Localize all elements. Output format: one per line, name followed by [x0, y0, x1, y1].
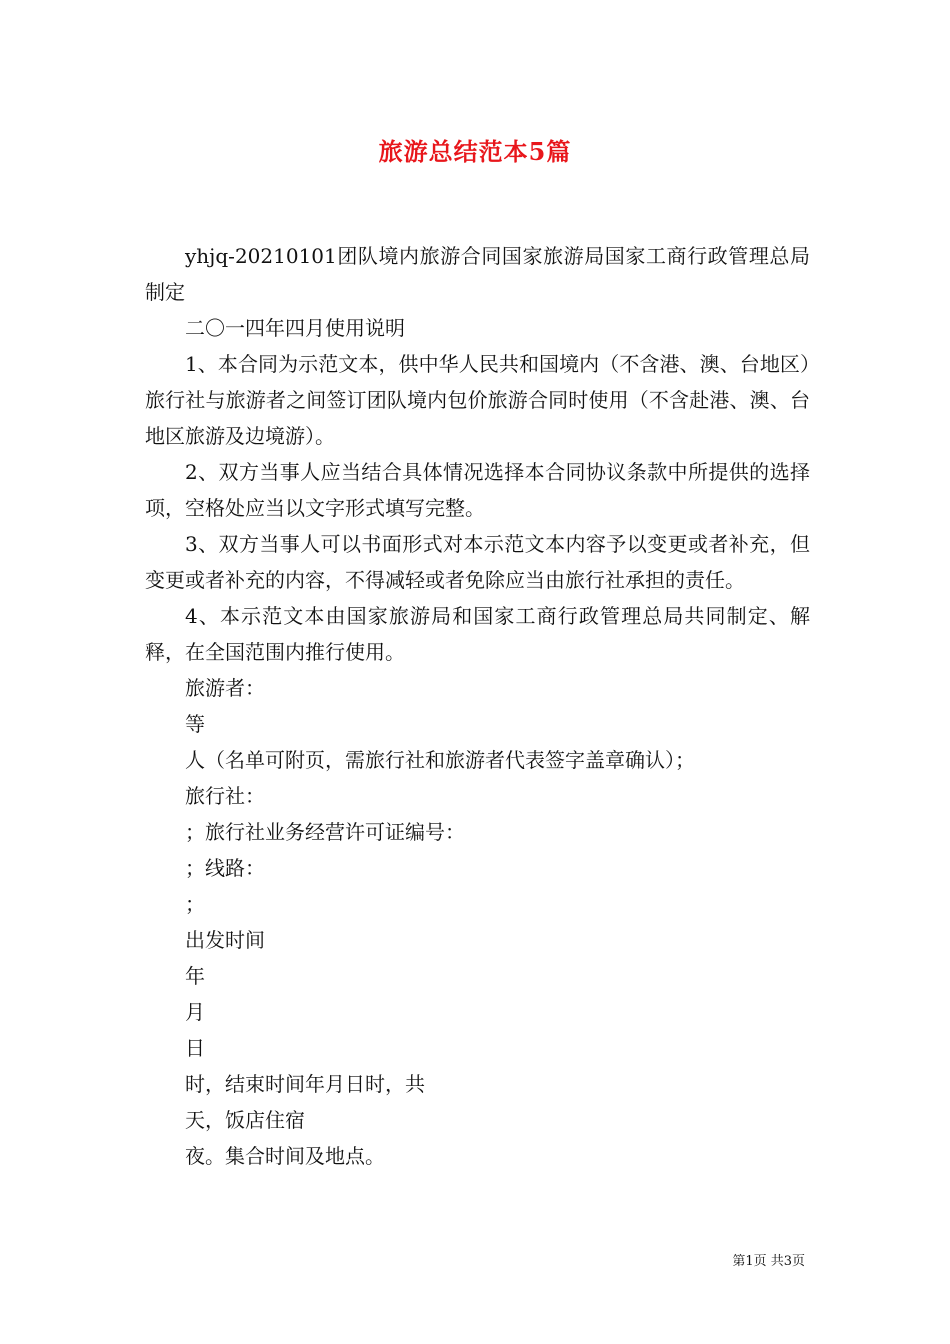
paragraph-item-2: 2、双方当事人应当结合具体情况选择本合同协议条款中所提供的选择项，空格处应当以文字形式填写完整。: [145, 460, 810, 520]
form-line-etc: 等: [185, 712, 205, 736]
form-line-assembly: 夜。集合时间及地点。: [185, 1144, 385, 1168]
paragraph-header: yhjq-20210101团队境内旅游合同国家旅游局国家工商行政管理总局制定: [145, 244, 810, 304]
document-title: 旅游总结范本5篇: [378, 137, 572, 166]
form-line-route: ；线路：: [185, 856, 265, 880]
paragraph-item-3: 3、双方当事人可以书面形式对本示范文本内容予以变更或者补充，但变更或者补充的内容，不得减轻或者免除应当由旅行社承担的责任。: [145, 532, 810, 592]
form-line-persons: 人（名单可附页，需旅行社和旅游者代表签字盖章确认）；: [185, 748, 695, 772]
document-body: [145, 238, 810, 1174]
form-line-month: 月: [185, 1000, 205, 1024]
page-number-footer: 第1页 共3页: [732, 1254, 805, 1269]
form-line-departure: 出发时间: [185, 928, 265, 952]
paragraph-item-4: 4、本示范文本由国家旅游局和国家工商行政管理总局共同制定、解释，在全国范围内推行使用。: [145, 604, 810, 664]
paragraph-item-1: 1、本合同为示范文本，供中华人民共和国境内（不含港、澳、台地区）旅行社与旅游者之间签订团队境内包价旅游合同时使用（不含赴港、澳、台地区旅游及边境游）。: [145, 352, 810, 448]
form-line-license: ；旅行社业务经营许可证编号：: [185, 820, 465, 844]
form-line-agency: 旅行社：: [185, 784, 265, 808]
paragraph-date: 二〇一四年四月使用说明: [185, 316, 405, 340]
form-line-hotel: 天，饭店住宿: [185, 1108, 305, 1132]
form-line-end-time: 时，结束时间年月日时，共: [185, 1072, 425, 1096]
form-line-traveler: 旅游者：: [185, 676, 265, 700]
form-line-day: 日: [185, 1036, 205, 1060]
form-line-year: 年: [185, 964, 205, 988]
form-line-semicolon: ；: [185, 892, 205, 916]
